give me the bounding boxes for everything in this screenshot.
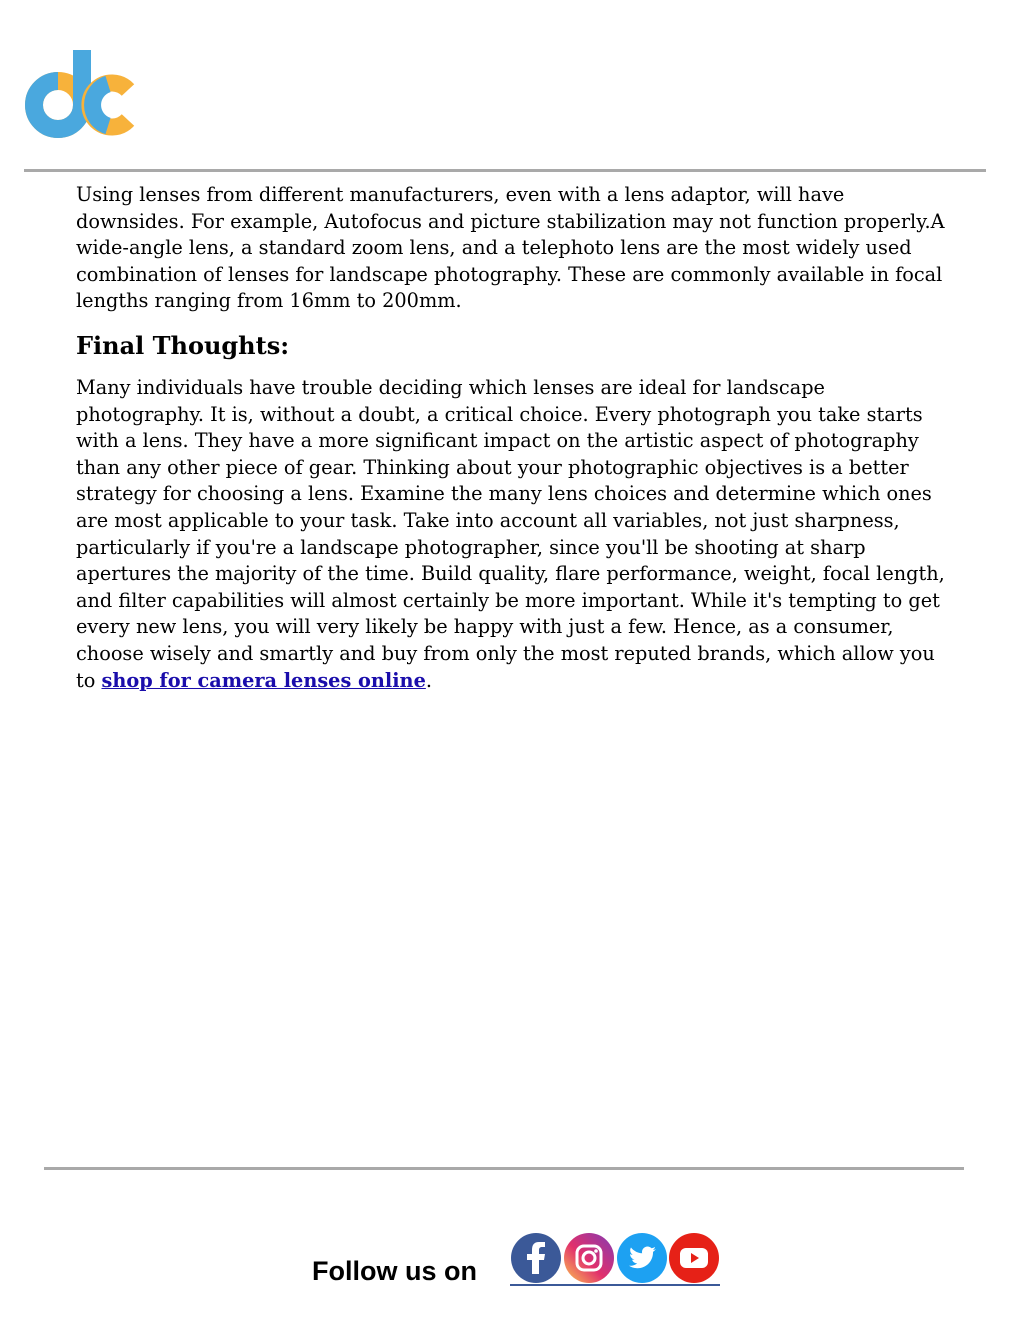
facebook-icon[interactable] — [510, 1232, 562, 1284]
social-icons-underline — [510, 1284, 720, 1286]
youtube-icon[interactable] — [668, 1232, 720, 1284]
article-body — [76, 182, 1011, 694]
paragraph-final-thoughts — [76, 375, 1011, 694]
logo-icon — [20, 48, 136, 140]
paragraph-intro: Using lenses from different manufacturers, even with a lens adaptor, will have downsides. For example, Autofocus and picture stabilization may not function properly.A wide-angle lens, a standard zoom lens, and a telephoto lens are the most widely used combination of lenses for landscape photography. These are commonly available in focal lengths ranging from 16mm to 200mm. — [76, 183, 945, 313]
follow-us-label: Follow us on — [312, 1256, 477, 1286]
instagram-icon[interactable] — [563, 1232, 615, 1284]
social-icons — [510, 1232, 720, 1288]
header-divider — [24, 169, 986, 172]
twitter-icon[interactable] — [616, 1232, 668, 1284]
footer-divider — [44, 1167, 964, 1170]
paragraph-final-thoughts-text: Many individuals have trouble deciding which lenses are ideal for landscape photography. It is, without a doubt, a critical choice. Every photograph you take starts with a lens. They have a more significant impact on the artistic aspect of photography than any other piece of gear. Thinking about your photographic objectives is a better strategy for choosing a lens. Examine the many lens choices and determine which ones are most applicable to your task. Take into account all variables, not just sharpness, particularly if you're a landscape photographer, since you'll be shooting at sharp apertures the majority of the time. Build quality, flare performance, weight, focal length, and filter capabilities will almost certainly be more important. While it's tempting to get every new lens, you will very likely be happy with just a few. Hence, as a consumer, choose wisely and smartly and buy from only the most reputed brands, which allow you to — [76, 375, 945, 692]
paragraph-end: . — [425, 668, 432, 692]
section-heading: Final Thoughts: — [76, 330, 290, 360]
shop-camera-lenses-link[interactable]: shop for camera lenses online — [101, 668, 426, 692]
